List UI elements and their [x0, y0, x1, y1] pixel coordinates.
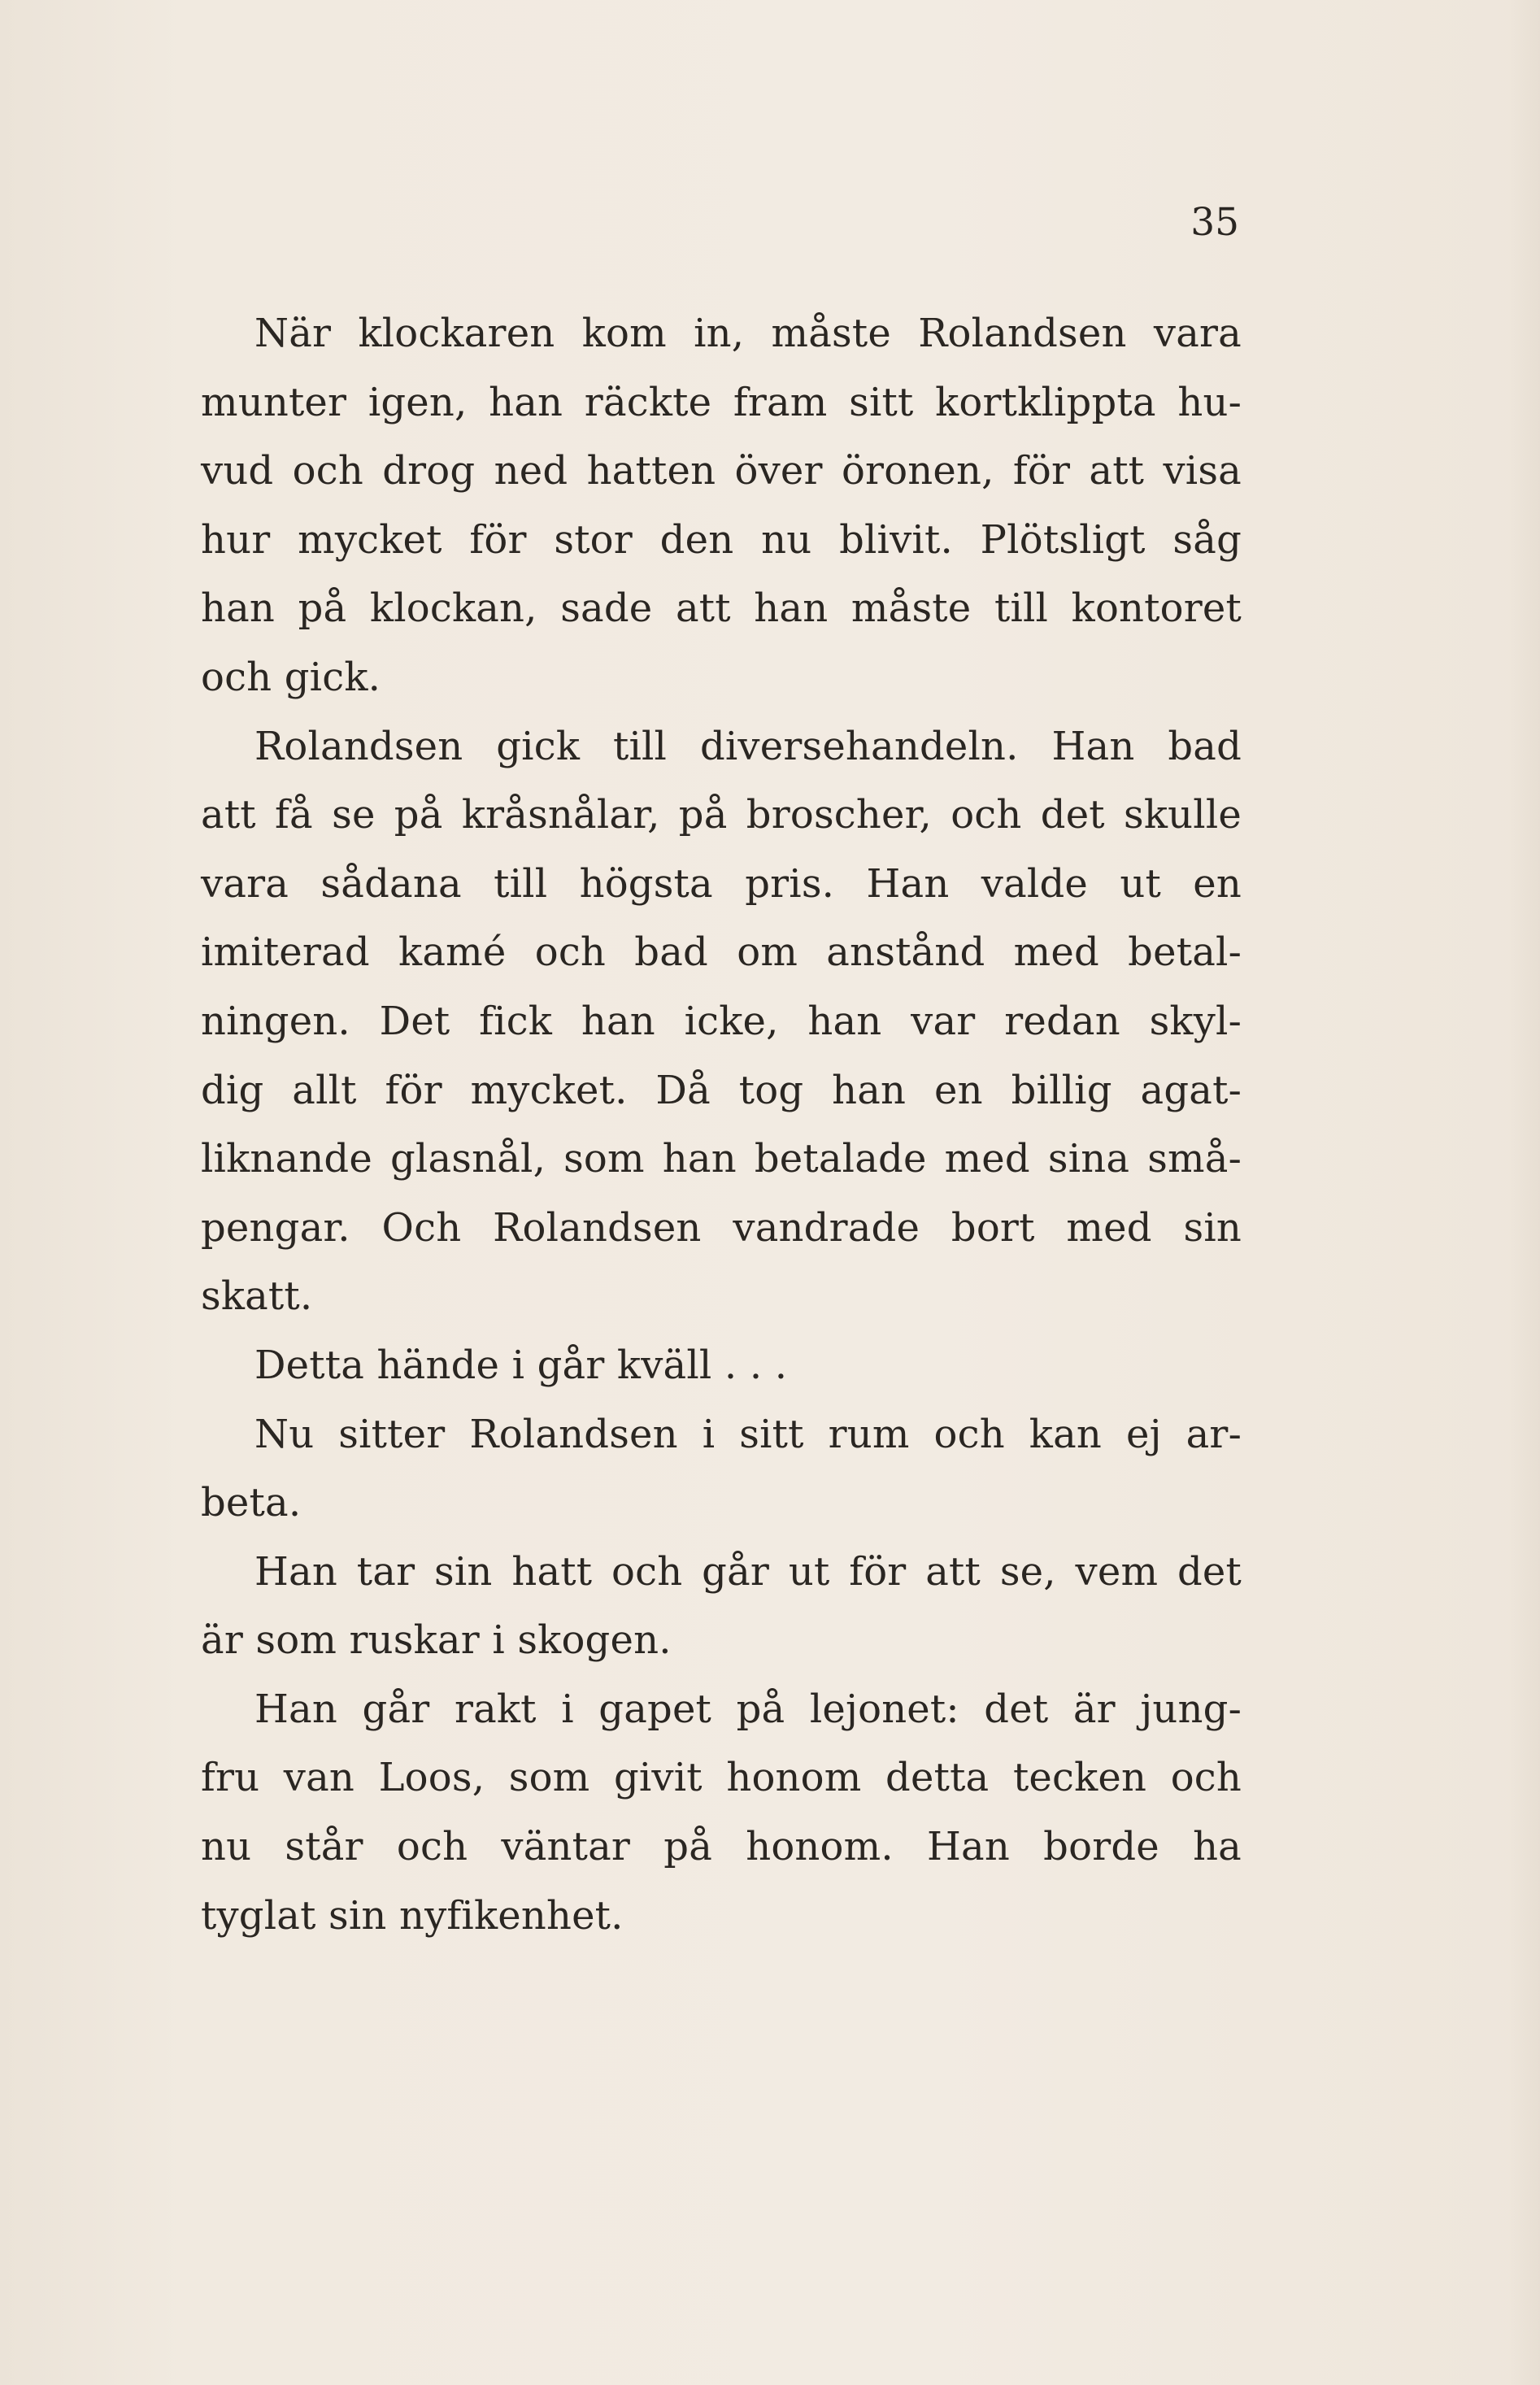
text-line: beta.: [201, 1480, 302, 1526]
text-line: vara sådana till högsta pris. Han valde ut en: [201, 860, 1242, 907]
text-line: Detta hände i går kväll . . .: [254, 1342, 788, 1388]
text-line: att få se på kråsnålar, på broscher, och det skulle: [201, 792, 1242, 838]
text-line: nu står och väntar på honom. Han borde ha: [201, 1824, 1242, 1870]
text-line: munter igen, han räckte fram sitt kortklippta hu-: [201, 379, 1242, 425]
text-line: pengar. Och Rolandsen vandrade bort med sin: [201, 1204, 1242, 1251]
text-line: skatt.: [201, 1273, 313, 1320]
text-line: fru van Loos, som givit honom detta tecken och: [201, 1755, 1242, 1801]
text-line: Nu sitter Rolandsen i sitt rum och kan ej ar-: [254, 1411, 1242, 1457]
text-line: och gick.: [201, 654, 381, 700]
text-line: När klockaren kom in, måste Rolandsen vara: [254, 311, 1242, 356]
text-line: dig allt för mycket. Då tog han en billig agat-: [201, 1067, 1242, 1113]
text-line: är som ruskar i skogen.: [201, 1617, 672, 1664]
text-line: imiterad kamé och bad om anstånd med betal-: [201, 929, 1242, 976]
text-line: liknande glasnål, som han betalade med sina små-: [201, 1136, 1242, 1182]
text-line: Han går rakt i gapet på lejonet: det är jung-: [254, 1686, 1242, 1732]
text-line: hur mycket för stor den nu blivit. Plötsligt såg: [201, 516, 1242, 563]
text-line: han på klockan, sade att han måste till kontoret: [201, 585, 1242, 632]
text-line: ningen. Det fick han icke, han var redan skyl-: [201, 998, 1242, 1044]
body-text: [201, 299, 1242, 1950]
text-line: vud och drog ned hatten över öronen, för att visa: [201, 448, 1242, 494]
text-line: Rolandsen gick till diversehandeln. Han bad: [254, 723, 1242, 769]
text-line: Han tar sin hatt och går ut för att se, vem det: [254, 1548, 1242, 1595]
page-edge-shading: [1507, 0, 1540, 2385]
page-number: 35: [1190, 200, 1239, 245]
text-line: tyglat sin nyfikenhet.: [201, 1892, 624, 1939]
